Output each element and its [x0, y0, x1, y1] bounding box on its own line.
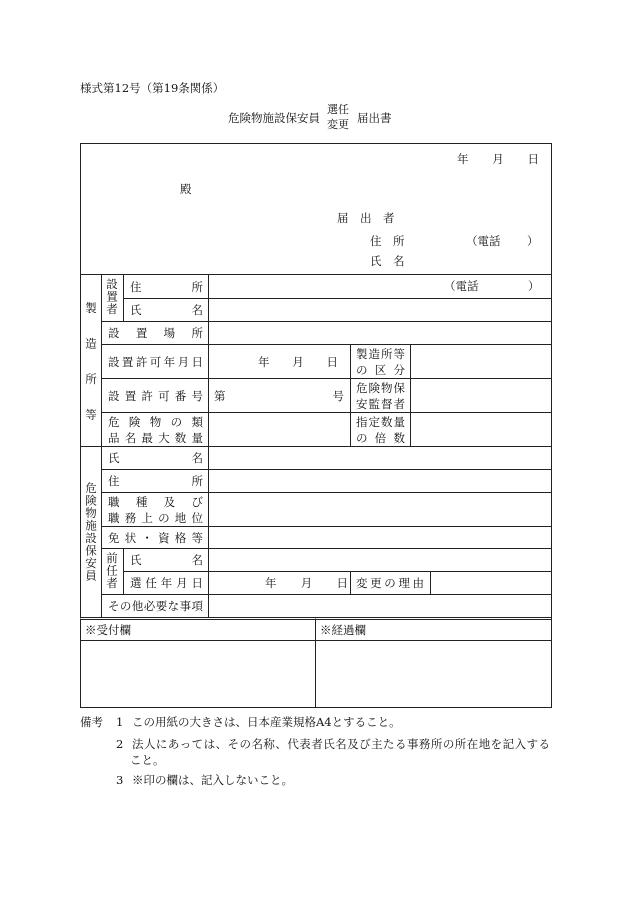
staff-section-label: 危険物施設保安員: [84, 482, 98, 582]
supervisor-field: [410, 378, 551, 412]
location-field: [208, 321, 551, 344]
quantity-multiple-label-line1: 指定数量: [356, 414, 405, 429]
installer-name-field: [208, 298, 551, 321]
permit-number-label-cell: [101, 378, 208, 412]
notifier-phone-open: （電話: [466, 234, 501, 248]
date-year-label: 年: [457, 152, 469, 166]
appointment-date-label: 選任年月日: [130, 576, 203, 590]
hazmat-field: [208, 412, 350, 446]
title-suffix: 届出書: [357, 111, 392, 125]
note-number: 3: [116, 773, 124, 787]
notification-header: [80, 143, 551, 274]
progress-area: [315, 640, 551, 707]
notifier-address-label: 住 所: [370, 234, 405, 248]
other-label: その他必要な事項: [108, 599, 203, 613]
installer-name-label-cell: [123, 298, 208, 321]
form-number: 様式第12号（第19条関係）: [80, 81, 225, 95]
appointment-date-year: 年: [265, 576, 277, 590]
addressee-suffix: 殿: [180, 182, 192, 196]
note-text: この用紙の大きさは、日本産業規格A4とすること。: [132, 715, 401, 729]
location-label: 設置場所: [108, 326, 203, 340]
position-label-line2: 職務上の地位: [108, 510, 203, 525]
staff-name-label: 氏名: [108, 451, 203, 465]
classification-label-line1: 製造所等: [356, 346, 405, 361]
note-text: ※印の欄は、記入しないこと。: [132, 773, 293, 787]
progress-label: ※経過欄: [320, 623, 366, 637]
installer-name-label: 氏名: [130, 303, 203, 317]
predecessor-label: 前任者: [105, 552, 119, 590]
note-text: 法人にあっては、その名称、代表者氏名及び主たる事務所の所在地を記入する: [132, 737, 550, 751]
quantity-multiple-label-cell: [350, 412, 410, 446]
permit-date-field: [208, 344, 350, 378]
notification-form: [80, 143, 552, 708]
installer-label: 設置者: [105, 278, 119, 316]
installer-address-field: [208, 274, 551, 298]
predecessor-name-field: [208, 548, 551, 571]
hazmat-label-line2: 品名最大数量: [108, 430, 203, 445]
permit-number-suffix: 号: [332, 388, 344, 403]
staff-section-cell: [80, 446, 101, 617]
reception-area: [80, 640, 315, 707]
permit-number-prefix: 第: [214, 388, 226, 403]
reception-label: ※受付欄: [85, 623, 131, 637]
hazmat-label-line1: 危険物の類: [108, 414, 203, 429]
permit-date-label: 設置許可年月日: [108, 354, 203, 369]
permit-date-label-cell: [101, 344, 208, 378]
notifier-name-label: 氏 名: [370, 254, 405, 268]
notification-date: [457, 152, 539, 166]
position-label-cell: [101, 492, 208, 526]
quantity-multiple-field: [410, 412, 551, 446]
installer-group-cell: [101, 274, 123, 321]
permit-date-day: 日: [326, 354, 338, 369]
staff-name-field: [208, 446, 551, 469]
supervisor-label-line2: 安監督者: [356, 396, 405, 411]
note-text-continued: こと。: [130, 753, 165, 767]
change-reason-label: 変更の理由: [356, 576, 424, 590]
permit-number-field: [208, 378, 350, 412]
supervisor-label-line1: 危険物保: [356, 380, 405, 395]
staff-name-label-cell: [101, 446, 208, 469]
appointment-date-day: 日: [336, 576, 348, 590]
title-option-change: 変更: [327, 118, 349, 131]
predecessor-name-label-cell: [123, 548, 208, 571]
license-label-cell: [101, 526, 208, 548]
classification-label-cell: [350, 344, 410, 378]
staff-address-label: 住所: [108, 474, 203, 488]
date-month-label: 月: [492, 152, 504, 166]
note-number: 1: [116, 715, 124, 729]
note-number: 2: [116, 737, 124, 751]
installer-phone-close: ）: [528, 279, 540, 293]
installer-phone-open: （電話: [444, 279, 479, 293]
title-option-appoint: 選任: [327, 103, 349, 116]
hazmat-label-cell: [101, 412, 208, 446]
notes-heading: 備考: [80, 715, 103, 729]
title-main: 危険物施設保安員: [228, 111, 320, 125]
staff-address-field: [208, 469, 551, 492]
classification-field: [410, 344, 551, 378]
notifier-label: 届 出 者: [337, 211, 395, 225]
location-label-cell: [101, 321, 208, 344]
installer-address-label-cell: [123, 274, 208, 298]
other-field: [208, 594, 551, 617]
permit-number-label: 設置許可番号: [108, 388, 203, 403]
other-label-cell: [101, 594, 208, 617]
supervisor-label-cell: [350, 378, 410, 412]
appointment-date-label-cell: [123, 571, 208, 594]
reception-header: [80, 617, 315, 640]
permit-date-year: 年: [258, 354, 270, 369]
classification-label-line2: の区分: [356, 362, 405, 377]
facility-section-cell: [80, 274, 101, 446]
license-field: [208, 526, 551, 548]
position-label-line1: 職種及び: [108, 494, 203, 509]
change-reason-field: [430, 571, 551, 594]
notifier-phone-close: ）: [527, 234, 539, 248]
facility-section-label: 製造所等: [84, 302, 98, 444]
position-field: [208, 492, 551, 526]
permit-date-month: 月: [292, 354, 304, 369]
license-label: 免状・資格等: [108, 530, 203, 545]
date-day-label: 日: [527, 152, 539, 166]
staff-address-label-cell: [101, 469, 208, 492]
quantity-multiple-label-line2: の倍数: [356, 430, 405, 445]
installer-address-label: 住所: [130, 279, 203, 294]
predecessor-group-cell: [101, 548, 123, 594]
appointment-date-month: 月: [300, 576, 313, 590]
change-reason-label-cell: [350, 571, 430, 594]
predecessor-name-label: 氏名: [130, 553, 203, 567]
progress-header: [315, 617, 551, 640]
appointment-date-field: [208, 571, 350, 594]
